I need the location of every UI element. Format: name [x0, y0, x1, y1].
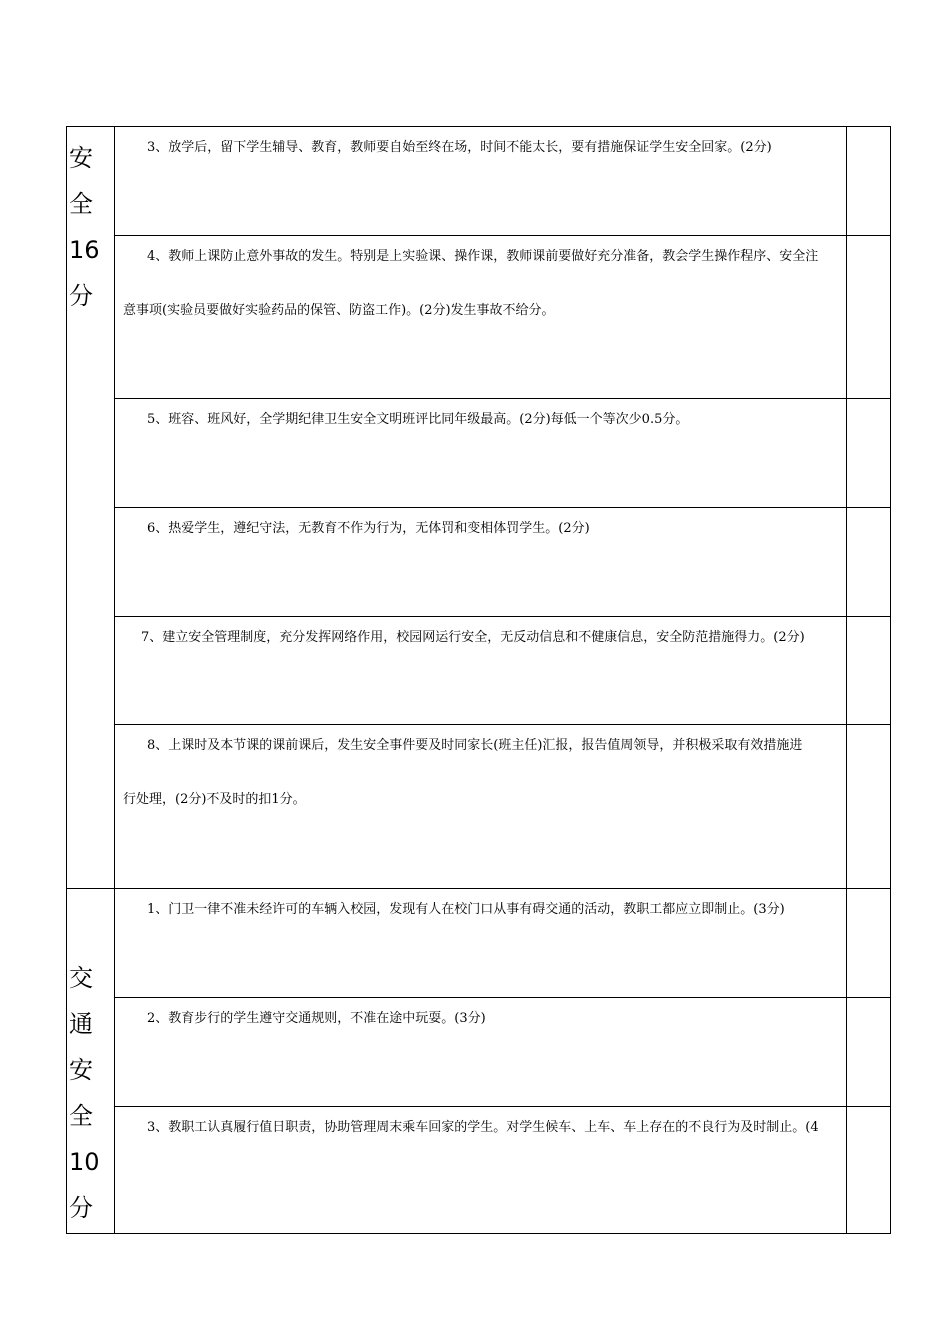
category-char: 全 — [69, 1102, 93, 1130]
item-cell — [115, 1107, 847, 1234]
item-text: 7、建立安全管理制度，充分发挥网络作用，校园网运行安全，无反动信息和不健康信息，安全防范措施得力。(2分) — [141, 630, 805, 645]
score-cell — [847, 889, 891, 998]
score-cell — [847, 725, 891, 889]
score-cell — [847, 617, 891, 725]
table-row — [67, 889, 891, 998]
item-text: 3、放学后，留下学生辅导、教育，教师要自始至终在场，时间不能太长，要有措施保证学生安全回家。(2分) — [147, 140, 772, 155]
category-char: 10 — [69, 1148, 100, 1176]
item-cell — [115, 889, 847, 998]
item-text: 3、教职工认真履行值日职责，协助管理周末乘车回家的学生。对学生候车、上车、车上存在的不良行为及时制止。(4 — [147, 1120, 819, 1135]
score-cell — [847, 399, 891, 508]
score-cell — [847, 127, 891, 236]
item-cell — [115, 236, 847, 399]
table-row — [67, 508, 891, 617]
item-text: 5、班容、班风好，全学期纪律卫生安全文明班评比同年级最高。(2分)每低一个等次少0.5分。 — [147, 412, 689, 427]
category-char: 通 — [69, 1010, 93, 1038]
category-char: 安 — [69, 1056, 93, 1084]
table-row — [67, 998, 891, 1107]
item-text: 行处理，(2分)不及时的扣1分。 — [123, 792, 306, 807]
category-char: 交 — [69, 964, 93, 992]
safety-scoring-table — [66, 126, 891, 1234]
table-row — [67, 617, 891, 725]
category-cell-traffic-safety — [67, 889, 115, 1234]
item-cell — [115, 127, 847, 236]
item-cell — [115, 725, 847, 889]
item-cell — [115, 399, 847, 508]
item-text: 2、教育步行的学生遵守交通规则，不准在途中玩耍。(3分) — [147, 1011, 486, 1026]
category-char: 16 — [69, 236, 100, 264]
item-text: 1、门卫一律不准未经许可的车辆入校园，发现有人在校门口从事有碍交通的活动，教职工都应立即制止。(3分) — [147, 902, 785, 917]
table-row — [67, 236, 891, 399]
item-cell — [115, 617, 847, 725]
item-cell — [115, 508, 847, 617]
score-cell — [847, 236, 891, 399]
table-row — [67, 725, 891, 889]
item-text: 8、上课时及本节课的课前课后，发生安全事件要及时同家长(班主任)汇报，报告值周领导，并积极采取有效措施进 — [147, 738, 803, 753]
table-row — [67, 399, 891, 508]
score-cell — [847, 508, 891, 617]
item-text: 6、热爱学生，遵纪守法，无教育不作为行为，无体罚和变相体罚学生。(2分) — [147, 521, 590, 536]
table-row — [67, 127, 891, 236]
category-char: 分 — [69, 1194, 93, 1222]
table-row — [67, 1107, 891, 1234]
item-text: 4、教师上课防止意外事故的发生。特别是上实验课、操作课，教师课前要做好充分准备，教会学生操作程序、安全注 — [147, 249, 819, 264]
score-cell — [847, 998, 891, 1107]
category-char: 安 — [69, 144, 93, 172]
category-cell-safety — [67, 127, 115, 889]
category-char: 全 — [69, 190, 93, 218]
item-cell — [115, 998, 847, 1107]
category-char: 分 — [69, 282, 93, 310]
score-cell — [847, 1107, 891, 1234]
item-text: 意事项(实验员要做好实验药品的保管、防盗工作)。(2分)发生事故不给分。 — [123, 303, 555, 318]
